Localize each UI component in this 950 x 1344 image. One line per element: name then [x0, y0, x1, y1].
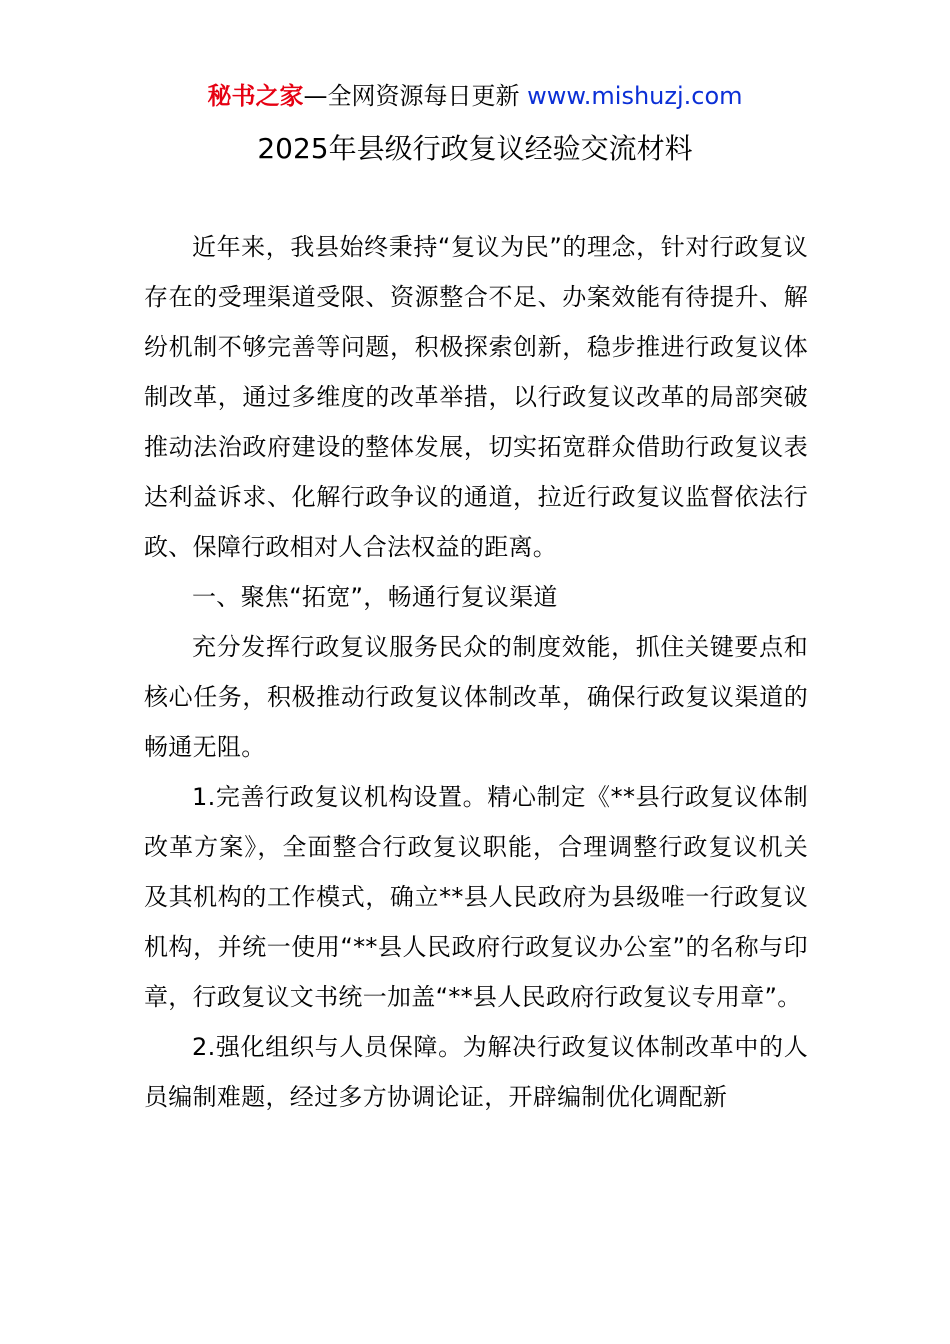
site-header	[0, 80, 950, 112]
document-body	[144, 222, 808, 1122]
section-heading-1: 一、聚焦“拓宽”，畅通行复议渠道	[192, 583, 558, 611]
paragraph-item-1: 1.完善行政复议机构设置。精心制定《**县行政复议体制改革方案》，全面整合行政复议职能，合理调整行政复议机关及其机构的工作模式，确立**县人民政府为县级唯一行政复议机构，并统一使用“**县人民政府行政复议办公室”的名称与印章，行政复议文书统一加盖“**县人民政府行政复议专用章”。	[144, 783, 808, 1011]
paragraph-item-2: 2.强化组织与人员保障。为解决行政复议体制改革中的人员编制难题，经过多方协调论证，开辟编制优化调配新	[144, 1033, 808, 1111]
site-brand: 秘书之家	[207, 82, 304, 110]
site-tagline: —全网资源每日更新	[303, 82, 528, 110]
paragraph-intro: 近年来，我县始终秉持“复议为民”的理念，针对行政复议存在的受理渠道受限、资源整合不足、办案效能有待提升、解纷机制不够完善等问题，积极探索创新，稳步推进行政复议体制改革，通过多维度的改革举措，以行政复议改革的局部突破推动法治政府建设的整体发展，切实拓宽群众借助行政复议表达利益诉求、化解行政争议的通道，拉近行政复议监督依法行政、保障行政相对人合法权益的距离。	[144, 233, 808, 561]
site-url-link[interactable]: www.mishuzj.com	[527, 82, 743, 110]
paragraph-section-1-intro: 充分发挥行政复议服务民众的制度效能，抓住关键要点和核心任务，积极推动行政复议体制改革，确保行政复议渠道的畅通无阻。	[144, 633, 808, 761]
document-title: 2025年县级行政复议经验交流材料	[257, 132, 693, 165]
